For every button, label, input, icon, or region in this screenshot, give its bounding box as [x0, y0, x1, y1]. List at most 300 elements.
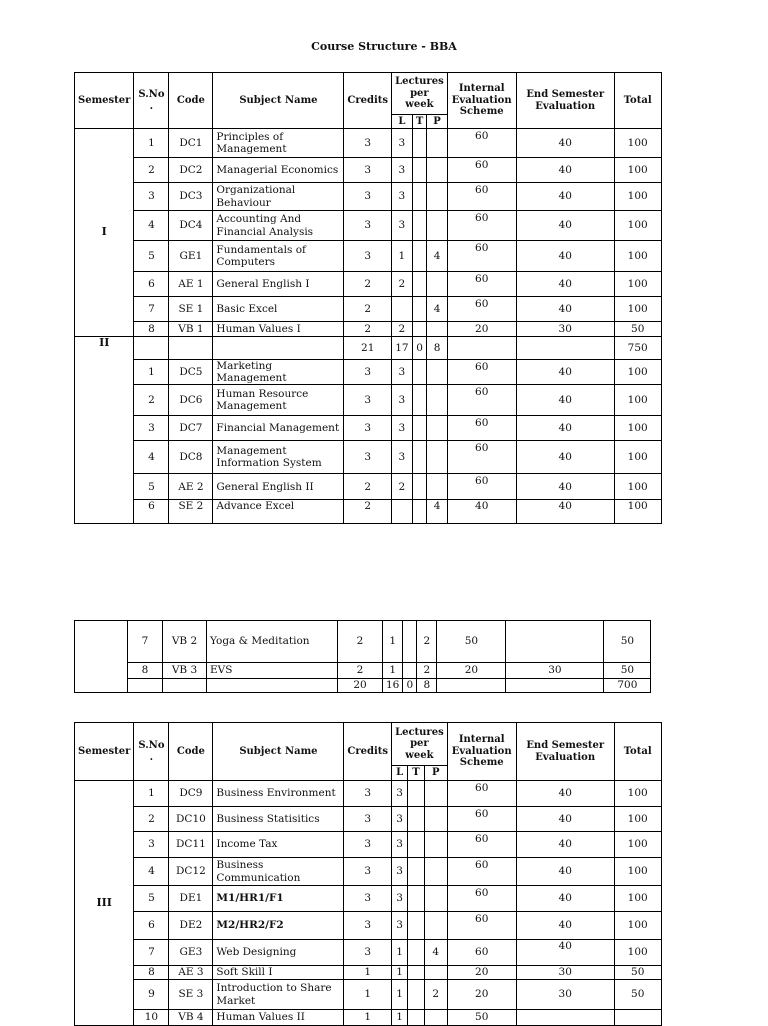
course-table-1	[74, 72, 662, 524]
credits-cell: 1	[344, 980, 392, 1010]
summary-t: 0	[403, 679, 417, 693]
lecture-l-cell: 1	[392, 980, 408, 1010]
sno-cell: 5	[134, 474, 169, 500]
lecture-p-cell: 4	[427, 297, 447, 322]
internal-cell: 60	[447, 858, 516, 886]
lecture-p-cell	[427, 360, 447, 385]
lecture-t-cell	[412, 322, 427, 337]
code-cell: VB 4	[169, 1010, 213, 1026]
internal-cell: 20	[447, 322, 516, 337]
subject-cell: General English I	[213, 272, 344, 297]
credits-cell: 1	[344, 966, 392, 980]
semester-label: II	[75, 337, 134, 524]
sno-cell: 3	[134, 832, 169, 858]
total-cell: 100	[614, 500, 661, 524]
code-cell: DC4	[169, 211, 213, 241]
total-cell: 100	[614, 832, 661, 858]
end-semester-cell: 40	[516, 272, 614, 297]
subject-cell	[207, 679, 338, 693]
lecture-l-cell: 3	[392, 912, 408, 940]
table-row	[75, 474, 662, 500]
credits-cell: 2	[344, 500, 392, 524]
lecture-p-cell	[427, 385, 447, 416]
header-code: Code	[169, 723, 213, 781]
sno-cell: 6	[134, 272, 169, 297]
end-semester-cell: 40	[516, 781, 614, 807]
code-cell: DC8	[169, 441, 213, 474]
subject-cell: M2/HR2/F2	[213, 912, 344, 940]
header-end-semester: End Semester Evaluation	[516, 73, 614, 129]
end-semester-cell: 40	[516, 474, 614, 500]
subject-cell: Financial Management	[213, 416, 344, 441]
lecture-t-cell	[408, 1010, 425, 1026]
total-cell: 50	[614, 322, 661, 337]
sno-cell: 5	[134, 886, 169, 912]
lecture-l-cell: 2	[392, 322, 413, 337]
lecture-t-cell	[408, 966, 425, 980]
internal-cell: 60	[447, 183, 516, 211]
end-semester-cell: 40	[516, 441, 614, 474]
table-row	[75, 322, 662, 337]
lecture-l-cell: 3	[392, 416, 413, 441]
end-semester-cell: 40	[516, 183, 614, 211]
code-cell: DC3	[169, 183, 213, 211]
subject-cell: Soft Skill I	[213, 966, 344, 980]
lecture-p-cell: 2	[417, 621, 437, 663]
summary-p: 8	[427, 337, 447, 360]
credits-cell: 2	[338, 663, 383, 679]
lecture-l-cell: 3	[392, 183, 413, 211]
lecture-l-cell	[392, 297, 413, 322]
lecture-p-cell	[427, 322, 447, 337]
sno-cell: 2	[134, 807, 169, 832]
lecture-t-cell	[408, 781, 425, 807]
end-semester-cell: 40	[516, 297, 614, 322]
lecture-t-cell	[412, 360, 427, 385]
credits-cell: 3	[344, 832, 392, 858]
summary-l: 17	[392, 337, 413, 360]
table-row	[75, 211, 662, 241]
code-cell: GE3	[169, 940, 213, 966]
table-row	[75, 832, 662, 858]
table-row	[75, 621, 651, 663]
table-row	[75, 183, 662, 211]
lecture-l-cell: 3	[392, 360, 413, 385]
end-semester-cell: 40	[516, 129, 614, 158]
internal-cell: 60	[447, 940, 516, 966]
total-cell: 100	[614, 474, 661, 500]
lecture-l-cell: 3	[392, 129, 413, 158]
subject-cell: Accounting And Financial Analysis	[213, 211, 344, 241]
end-semester-cell: 30	[516, 980, 614, 1010]
subject-cell: General English II	[213, 474, 344, 500]
lecture-t-cell	[412, 474, 427, 500]
lecture-p-cell	[424, 781, 447, 807]
end-semester-cell: 40	[516, 858, 614, 886]
credits-cell: 3	[344, 360, 392, 385]
subject-cell: Introduction to Share Market	[213, 980, 344, 1010]
credits-cell: 3	[344, 912, 392, 940]
lecture-t-cell	[412, 416, 427, 441]
lecture-t-cell	[412, 211, 427, 241]
lecture-p-cell	[427, 158, 447, 183]
lecture-l-cell: 3	[392, 886, 408, 912]
sno-cell: 10	[134, 1010, 169, 1026]
sno-cell: 8	[128, 663, 163, 679]
sno-cell: 4	[134, 441, 169, 474]
summary-l: 16	[383, 679, 403, 693]
internal-cell: 60	[447, 272, 516, 297]
header-row	[75, 73, 662, 115]
sno-cell: 8	[134, 322, 169, 337]
internal-cell	[447, 337, 516, 360]
lecture-t-cell	[408, 886, 425, 912]
total-cell: 100	[614, 912, 661, 940]
lecture-p-cell	[424, 807, 447, 832]
code-cell: DC1	[169, 129, 213, 158]
header-subject: Subject Name	[213, 73, 344, 129]
internal-cell: 60	[447, 474, 516, 500]
code-cell: VB 3	[163, 663, 207, 679]
end-semester-cell: 30	[516, 322, 614, 337]
lecture-p-cell: 4	[424, 940, 447, 966]
code-cell: DC11	[169, 832, 213, 858]
lecture-t-cell	[412, 385, 427, 416]
credits-cell: 2	[344, 272, 392, 297]
total-cell: 100	[614, 297, 661, 322]
lecture-t-cell	[408, 832, 425, 858]
end-semester-cell: 40	[516, 211, 614, 241]
internal-cell: 60	[447, 211, 516, 241]
lecture-t-cell	[408, 858, 425, 886]
credits-cell: 3	[344, 211, 392, 241]
header-lectures: Lectures per week	[392, 723, 448, 766]
course-table-2	[74, 620, 651, 693]
code-cell	[163, 679, 207, 693]
total-cell: 100	[614, 781, 661, 807]
end-semester-cell	[516, 337, 614, 360]
code-cell: DC10	[169, 807, 213, 832]
subject-cell: Business Environment	[213, 781, 344, 807]
internal-cell: 50	[437, 621, 506, 663]
code-cell: DC12	[169, 858, 213, 886]
credits-cell: 2	[344, 297, 392, 322]
end-semester-cell: 40	[516, 832, 614, 858]
credits-cell: 3	[344, 781, 392, 807]
subject-cell: EVS	[207, 663, 338, 679]
lecture-l-cell: 3	[392, 385, 413, 416]
internal-cell: 60	[447, 912, 516, 940]
lecture-t-cell	[412, 500, 427, 524]
lecture-l-cell: 3	[392, 858, 408, 886]
code-cell: AE 1	[169, 272, 213, 297]
total-cell: 100	[614, 129, 661, 158]
end-semester-cell: 40	[516, 807, 614, 832]
sno-cell: 4	[134, 211, 169, 241]
credits-cell: 3	[344, 441, 392, 474]
end-semester-cell: 40	[516, 360, 614, 385]
lecture-l-cell: 1	[392, 1010, 408, 1026]
total-cell: 50	[604, 663, 651, 679]
sno-cell: 7	[128, 621, 163, 663]
lecture-p-cell: 2	[424, 980, 447, 1010]
internal-cell: 60	[447, 832, 516, 858]
lecture-p-cell: 2	[417, 663, 437, 679]
lecture-t-cell	[412, 129, 427, 158]
subject-cell: Human Resource Management	[213, 385, 344, 416]
header-semester: Semester	[75, 73, 134, 129]
table-row	[75, 297, 662, 322]
credits-cell: 3	[344, 158, 392, 183]
credits-cell: 1	[344, 1010, 392, 1026]
sno-cell: 1	[134, 129, 169, 158]
internal-cell: 60	[447, 385, 516, 416]
table-row	[75, 781, 662, 807]
lecture-t-cell	[412, 183, 427, 211]
sno-cell: 3	[134, 183, 169, 211]
code-cell: DE1	[169, 886, 213, 912]
total-cell: 50	[614, 980, 661, 1010]
sno-cell: 3	[134, 416, 169, 441]
sno-cell: 9	[134, 980, 169, 1010]
lecture-p-cell	[424, 858, 447, 886]
total-cell: 50	[604, 621, 651, 663]
table-row	[75, 272, 662, 297]
subject-cell: Advance Excel	[213, 500, 344, 524]
internal-cell: 60	[447, 781, 516, 807]
header-credits: Credits	[344, 723, 392, 781]
lecture-l-cell: 3	[392, 441, 413, 474]
internal-cell: 20	[447, 980, 516, 1010]
table-row	[75, 441, 662, 474]
course-table-3	[74, 722, 662, 1026]
total-cell: 100	[614, 385, 661, 416]
lecture-p-cell	[424, 1010, 447, 1026]
table-row	[75, 360, 662, 385]
subject-cell: Business Statisitics	[213, 807, 344, 832]
table-row	[75, 241, 662, 272]
subject-cell: Income Tax	[213, 832, 344, 858]
end-semester-cell: 30	[516, 966, 614, 980]
lecture-l-cell: 2	[392, 474, 413, 500]
subject-cell: Marketing Management	[213, 360, 344, 385]
end-semester-cell: 40	[516, 500, 614, 524]
code-cell: SE 3	[169, 980, 213, 1010]
code-cell: SE 2	[169, 500, 213, 524]
internal-cell: 20	[447, 966, 516, 980]
header-p: P	[424, 766, 447, 781]
internal-cell: 20	[437, 663, 506, 679]
header-sno: S.No .	[134, 723, 169, 781]
lecture-p-cell	[427, 416, 447, 441]
credits-cell: 2	[344, 322, 392, 337]
total-cell: 100	[614, 360, 661, 385]
table-row	[75, 807, 662, 832]
credits-cell: 2	[338, 621, 383, 663]
total-cell: 100	[614, 272, 661, 297]
lecture-p-cell	[427, 129, 447, 158]
sno-cell: 2	[134, 385, 169, 416]
code-cell: DC6	[169, 385, 213, 416]
header-lectures: Lectures per week	[392, 73, 448, 115]
lecture-l-cell	[392, 500, 413, 524]
summary-total: 700	[604, 679, 651, 693]
summary-credits: 20	[338, 679, 383, 693]
credits-cell: 3	[344, 807, 392, 832]
end-semester-cell	[506, 621, 604, 663]
header-l: L	[392, 766, 408, 781]
lecture-p-cell	[424, 912, 447, 940]
code-cell: AE 3	[169, 966, 213, 980]
semester-label: I	[75, 129, 134, 337]
end-semester-cell	[506, 679, 604, 693]
lecture-l-cell: 3	[392, 211, 413, 241]
sno-cell	[128, 679, 163, 693]
end-semester-cell: 40	[516, 416, 614, 441]
table-row	[75, 129, 662, 158]
header-t: T	[412, 115, 427, 129]
code-cell: SE 1	[169, 297, 213, 322]
end-semester-cell: 40	[516, 940, 614, 966]
subject-cell	[213, 337, 344, 360]
total-cell: 100	[614, 940, 661, 966]
header-credits: Credits	[344, 73, 392, 129]
subject-cell: Principles of Management	[213, 129, 344, 158]
lecture-l-cell: 3	[392, 781, 408, 807]
internal-cell: 60	[447, 241, 516, 272]
header-internal: Internal Evaluation Scheme	[447, 73, 516, 129]
subject-cell: Human Values II	[213, 1010, 344, 1026]
subject-cell: Managerial Economics	[213, 158, 344, 183]
subject-cell: Business Communication	[213, 858, 344, 886]
header-l: L	[392, 115, 413, 129]
internal-cell: 60	[447, 441, 516, 474]
lecture-t-cell	[403, 621, 417, 663]
table-row	[75, 858, 662, 886]
sno-cell: 7	[134, 297, 169, 322]
lecture-t-cell	[408, 940, 425, 966]
internal-cell: 60	[447, 129, 516, 158]
sno-cell: 6	[134, 912, 169, 940]
sno-cell: 1	[134, 360, 169, 385]
lecture-t-cell	[403, 663, 417, 679]
sno-cell: 1	[134, 781, 169, 807]
end-semester-cell: 40	[516, 385, 614, 416]
lecture-t-cell	[412, 241, 427, 272]
subject-cell: Fundamentals of Computers	[213, 241, 344, 272]
total-cell: 100	[614, 158, 661, 183]
header-internal: Internal Evaluation Scheme	[447, 723, 516, 781]
subject-cell: Basic Excel	[213, 297, 344, 322]
internal-cell	[437, 679, 506, 693]
table-row	[75, 912, 662, 940]
semester-cell	[75, 621, 128, 693]
header-subject: Subject Name	[213, 723, 344, 781]
table-row	[75, 158, 662, 183]
lecture-l-cell: 3	[392, 807, 408, 832]
total-cell: 100	[614, 211, 661, 241]
lecture-p-cell	[424, 966, 447, 980]
lecture-t-cell	[408, 807, 425, 832]
summary-row	[75, 337, 662, 360]
header-t: T	[408, 766, 425, 781]
lecture-l-cell: 1	[383, 663, 403, 679]
internal-cell: 60	[447, 416, 516, 441]
lecture-p-cell	[427, 183, 447, 211]
header-code: Code	[169, 73, 213, 129]
end-semester-cell: 40	[516, 912, 614, 940]
total-cell: 50	[614, 966, 661, 980]
header-row	[75, 723, 662, 766]
subject-cell: M1/HR1/F1	[213, 886, 344, 912]
total-cell: 100	[614, 886, 661, 912]
lecture-p-cell	[424, 886, 447, 912]
lecture-l-cell: 2	[392, 272, 413, 297]
subject-cell: Human Values I	[213, 322, 344, 337]
total-cell	[614, 1010, 661, 1026]
code-cell: GE1	[169, 241, 213, 272]
code-cell: DC9	[169, 781, 213, 807]
internal-cell: 60	[447, 807, 516, 832]
table-row	[75, 940, 662, 966]
credits-cell: 3	[344, 129, 392, 158]
lecture-p-cell	[427, 211, 447, 241]
lecture-l-cell: 1	[392, 966, 408, 980]
total-cell: 100	[614, 416, 661, 441]
sno-cell: 4	[134, 858, 169, 886]
subject-cell: Yoga & Meditation	[207, 621, 338, 663]
table-row	[75, 966, 662, 980]
sno-cell: 8	[134, 966, 169, 980]
code-cell: VB 2	[163, 621, 207, 663]
summary-t: 0	[412, 337, 427, 360]
summary-row	[75, 679, 651, 693]
total-cell: 100	[614, 241, 661, 272]
total-cell: 100	[614, 858, 661, 886]
sno-cell	[134, 337, 169, 360]
lecture-l-cell: 3	[392, 158, 413, 183]
summary-credits: 21	[344, 337, 392, 360]
table-row	[75, 886, 662, 912]
credits-cell: 3	[344, 385, 392, 416]
sno-cell: 5	[134, 241, 169, 272]
summary-p: 8	[417, 679, 437, 693]
credits-cell: 3	[344, 416, 392, 441]
total-cell: 100	[614, 807, 661, 832]
code-cell: VB 1	[169, 322, 213, 337]
sno-cell: 6	[134, 500, 169, 524]
header-p: P	[427, 115, 447, 129]
lecture-t-cell	[408, 912, 425, 940]
code-cell: AE 2	[169, 474, 213, 500]
sno-cell: 7	[134, 940, 169, 966]
summary-total: 750	[614, 337, 661, 360]
table-row	[75, 980, 662, 1010]
table-row	[75, 500, 662, 524]
table-row	[75, 663, 651, 679]
credits-cell: 3	[344, 940, 392, 966]
subject-cell: Organizational Behaviour	[213, 183, 344, 211]
subject-cell: Management Information System	[213, 441, 344, 474]
end-semester-cell: 40	[516, 158, 614, 183]
end-semester-cell: 30	[506, 663, 604, 679]
table-row	[75, 385, 662, 416]
header-total: Total	[614, 73, 661, 129]
sno-cell: 2	[134, 158, 169, 183]
code-cell	[169, 337, 213, 360]
end-semester-cell	[516, 1010, 614, 1026]
header-semester: Semester	[75, 723, 134, 781]
